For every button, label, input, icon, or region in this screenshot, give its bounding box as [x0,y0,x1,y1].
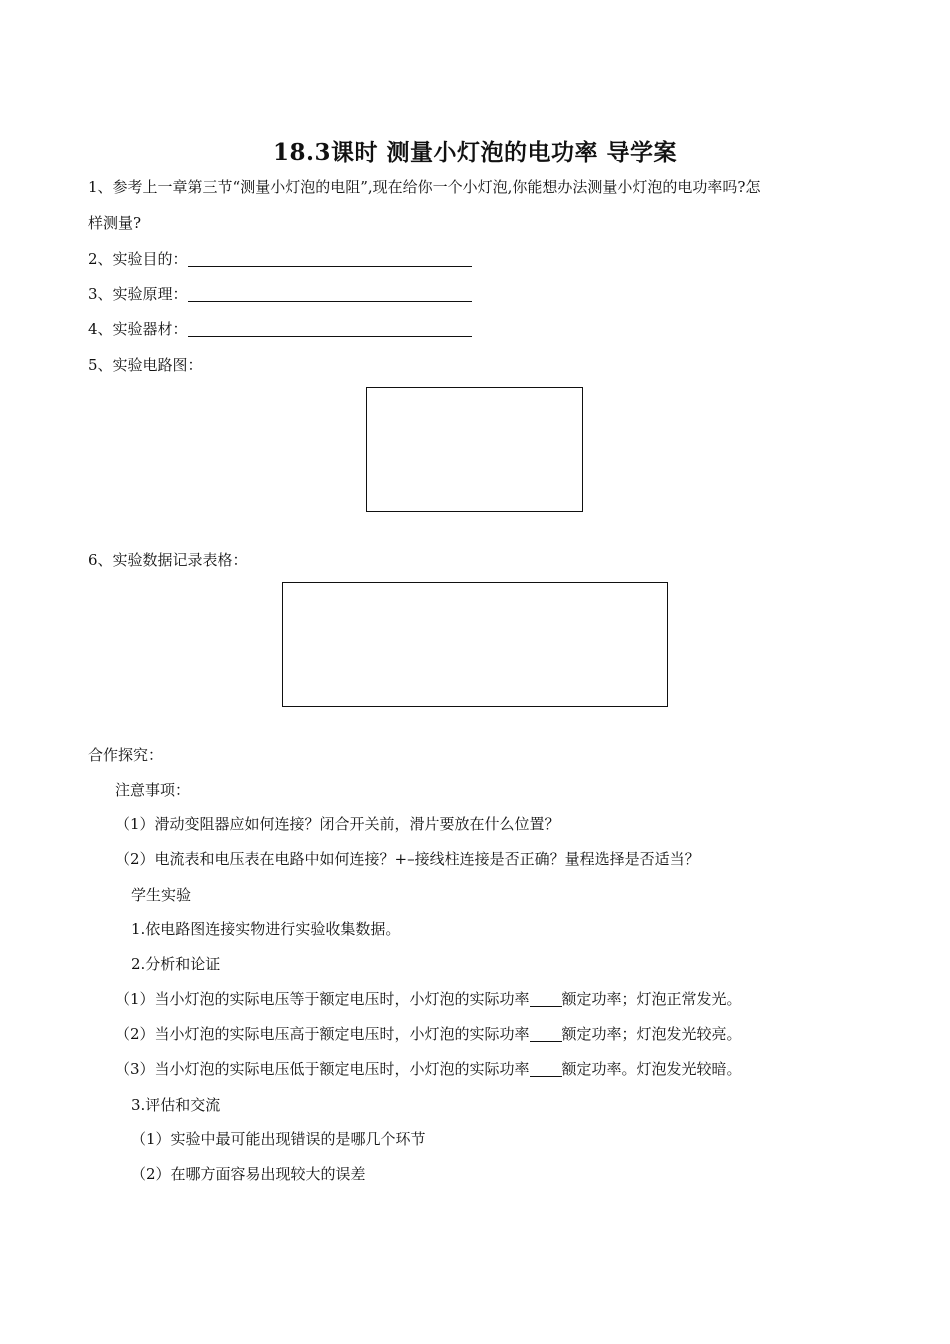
question-4 [88,318,472,340]
question-6-label: 6、实验数据记录表格： [88,551,248,569]
analysis-1 [115,988,742,1010]
answer-blank-analysis-1[interactable] [530,990,562,1007]
analysis-1-post: 额定功率；灯泡正常发光。 [561,990,742,1008]
question-2 [88,248,472,270]
analysis-3-post: 额定功率。灯泡发光较暗。 [561,1060,742,1078]
page-title: 18.3课时 测量小灯泡的电功率 导学案 [272,139,678,166]
cooperation-heading: 合作探究： [88,746,164,764]
analysis-2-pre: （2）当小灯泡的实际电压高于额定电压时，小灯泡的实际功率 [115,1025,530,1043]
question-1-line-2: 样测量? [88,214,142,232]
question-2-label: 2、实验目的： [88,250,188,268]
step-2: 2.分析和论证 [131,955,221,973]
answer-blank-analysis-3[interactable] [530,1060,562,1077]
analysis-1-pre: （1）当小灯泡的实际电压等于额定电压时，小灯泡的实际功率 [115,990,530,1008]
data-table-box[interactable] [282,582,668,707]
answer-blank-principle[interactable] [188,285,472,302]
answer-blank-analysis-2[interactable] [530,1025,562,1042]
analysis-2-post: 额定功率；灯泡发光较亮。 [561,1025,742,1043]
step-3: 3.评估和交流 [131,1096,221,1114]
student-experiment-heading: 学生实验 [131,886,192,904]
question-4-label: 4、实验器材： [88,320,188,338]
note-1: （1）滑动变阻器应如何连接？闭合开关前，滑片要放在什么位置？ [115,815,560,833]
circuit-diagram-box[interactable] [366,387,583,512]
notes-heading: 注意事项： [115,781,191,799]
evaluation-2: （2）在哪方面容易出现较大的误差 [131,1165,366,1183]
note-2: （2）电流表和电压表在电路中如何连接？+–接线柱连接是否正确？量程选择是否适当？ [115,850,700,868]
step-1: 1.依电路图连接实物进行实验收集数据。 [131,920,401,938]
question-3-label: 3、实验原理： [88,285,188,303]
answer-blank-equipment[interactable] [188,320,472,337]
question-5-label: 5、实验电路图： [88,356,203,374]
answer-blank-purpose[interactable] [188,250,472,267]
question-1-line-1: 1、参考上一章第三节“测量小灯泡的电阻”,现在给你一个小灯泡,你能想办法测量小灯泡的电功率吗?怎 [88,178,761,196]
analysis-3-pre: （3）当小灯泡的实际电压低于额定电压时，小灯泡的实际功率 [115,1060,530,1078]
evaluation-1: （1）实验中最可能出现错误的是哪几个环节 [131,1130,426,1148]
analysis-3 [115,1058,742,1080]
analysis-2 [115,1023,742,1045]
question-3 [88,283,472,305]
